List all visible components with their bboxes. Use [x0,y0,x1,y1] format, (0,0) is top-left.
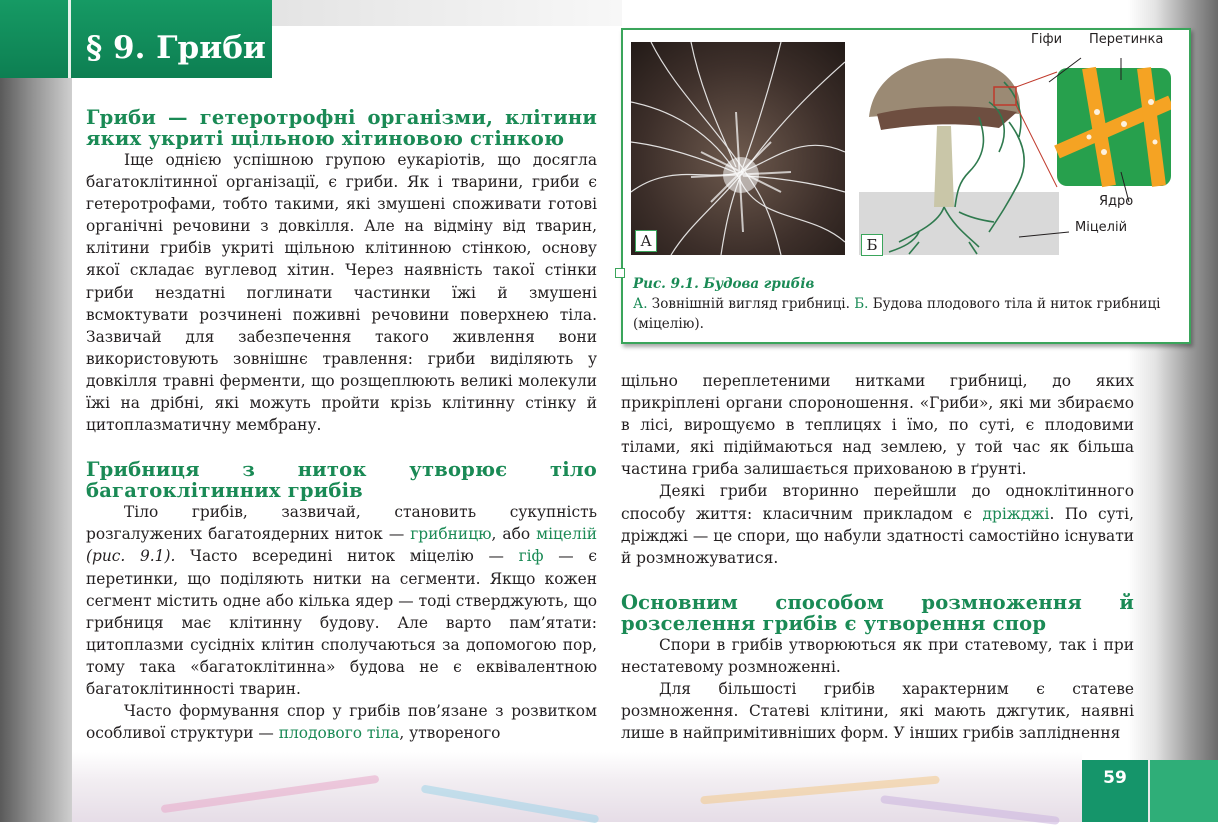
mycelium-illustration [631,42,845,255]
paragraph-1: Іще однією успішною групою еукаріотів, що досягла багатоклітинної організації, є гриби. Як і тварини, гриби є гетеротрофами, тобто такими, які змушені споживати готові органічні речовини з довкілля. Але на відміну від тварин, клітини грибів укриті щільною клітинною стінкою, основу якої складає вуглевод хітин. Через наявність такої стінки гриби нездатні поглинати частинки їжі й змушені всмоктувати розчинені поживні речовини поверхнею тіла. Зазвичай для забезпечення такого живлення вони використовують зовнішнє травлення: гриби виділяють у довкілля травні ферменти, що розщеплюють великі молекули їжі на дрібні, які можуть пройти крізь клітинну стінку й цитоплазматичну мембрану. [86,151,597,435]
label-mycelium: Міцелій [1075,220,1128,235]
text: Тіло грибів, зазвичай, становить сукупність розгалужених багатоядерних ниток — [86,503,597,544]
paragraph-3 [86,700,597,744]
paragraph-4: щільно переплетеними нитками грибниці, до яких прикріплені органи спороношення. «Гриби», які ми збираємо в лісі, вирощуємо в теплицях і їмо, по суті, є плодовими тілами, які підіймаються над землею, у той час як більша частина гриба залишається прихованою в ґрунті. [621,372,1134,479]
figure-caption [633,274,1181,334]
caption-letter-a: А. [633,296,648,312]
text: Деякі гриби вторинно перейшли до одноклітинного способу життя: класичним прикладом є [621,482,1134,523]
text: Часто всередині ниток міцелію — [175,547,519,566]
label-nucleus: Ядро [1099,194,1134,209]
caption-text [633,294,1181,334]
term-link-hif[interactable]: гіф [518,547,544,566]
figure-reference: (рис. 9.1). [86,547,176,566]
caption-b-text: Будова плодового тіла й ниток грибниці (міцелію). [633,296,1161,332]
label-hyphae: Гіфи [1031,32,1063,47]
paragraph-7: Для більшості грибів характерним є статеве розмноження. Статеві клітини, які мають джгутик, наявні лише в найпримітивніших форм. У інших грибів запліднення [621,680,1134,743]
text: , утвореного [399,724,501,743]
mycelium-photo [631,42,845,255]
title-divider [68,0,71,78]
text: . По суті, дріжджі — це спори, що набули здатності самостійно існувати й розмножуватися. [621,504,1134,567]
section-heading-3: Основним способом розмноження й розселення грибів є утворення спор [621,590,1134,635]
caption-title: Рис. 9.1. Будова грибів [633,276,815,292]
paragraph-2 [86,501,597,700]
caption-a-text: Зовнішній вигляд грибниці. [647,296,855,312]
text: — є перетинки, що поділяють нитки на сегменти. Якщо кожен сегмент містить одне або кілька ядер — тоді стверджують, що грибниця має клітинну будову. Але варто пам’ятати: цитоплазми сусідніх клітин сполучаються за допомогою пор, тому така «багатоклітинна» будова не є еквівалентною багатоклітинності тварин. [86,547,598,698]
text: , або [491,525,537,544]
top-decoration [272,0,622,26]
left-margin-background [0,0,72,822]
term-link-plodove-tilo[interactable]: плодового тіла [278,724,400,743]
page-corner-box [1150,760,1218,822]
term-link-hrybnytsia[interactable]: грибницю [410,525,492,544]
text: Часто формування спор у грибів пов’язане з розвитком особливої структури — [86,702,597,743]
paragraph-6: Спори в грибів утворюються як при статевому, так і при нестатевому розмноженні. [621,635,1134,676]
figure-9-1 [621,28,1191,344]
paragraph-5 [621,480,1134,568]
left-column [86,107,597,744]
chapter-title: § 9. Гриби [86,30,266,66]
section-heading-1: Гриби — гетеротрофні організми, клітини яких укриті щільною хітиновою стінкою [86,106,597,150]
term-link-mitselii[interactable]: міцелій [536,525,597,544]
figure-label-a: А [635,230,657,252]
caption-letter-b: Б. [854,296,869,312]
right-column [621,370,1134,744]
term-link-drizhdzhi[interactable]: дріжджі [982,504,1050,523]
section-heading-2: Грибниця з ниток утворює тіло багатоклітинних грибів [86,458,597,503]
page-number: 59 [1103,768,1127,788]
figure-label-b: Б [861,234,883,256]
figure-corner-mark [615,268,625,278]
label-septum: Перетинка [1089,32,1164,47]
